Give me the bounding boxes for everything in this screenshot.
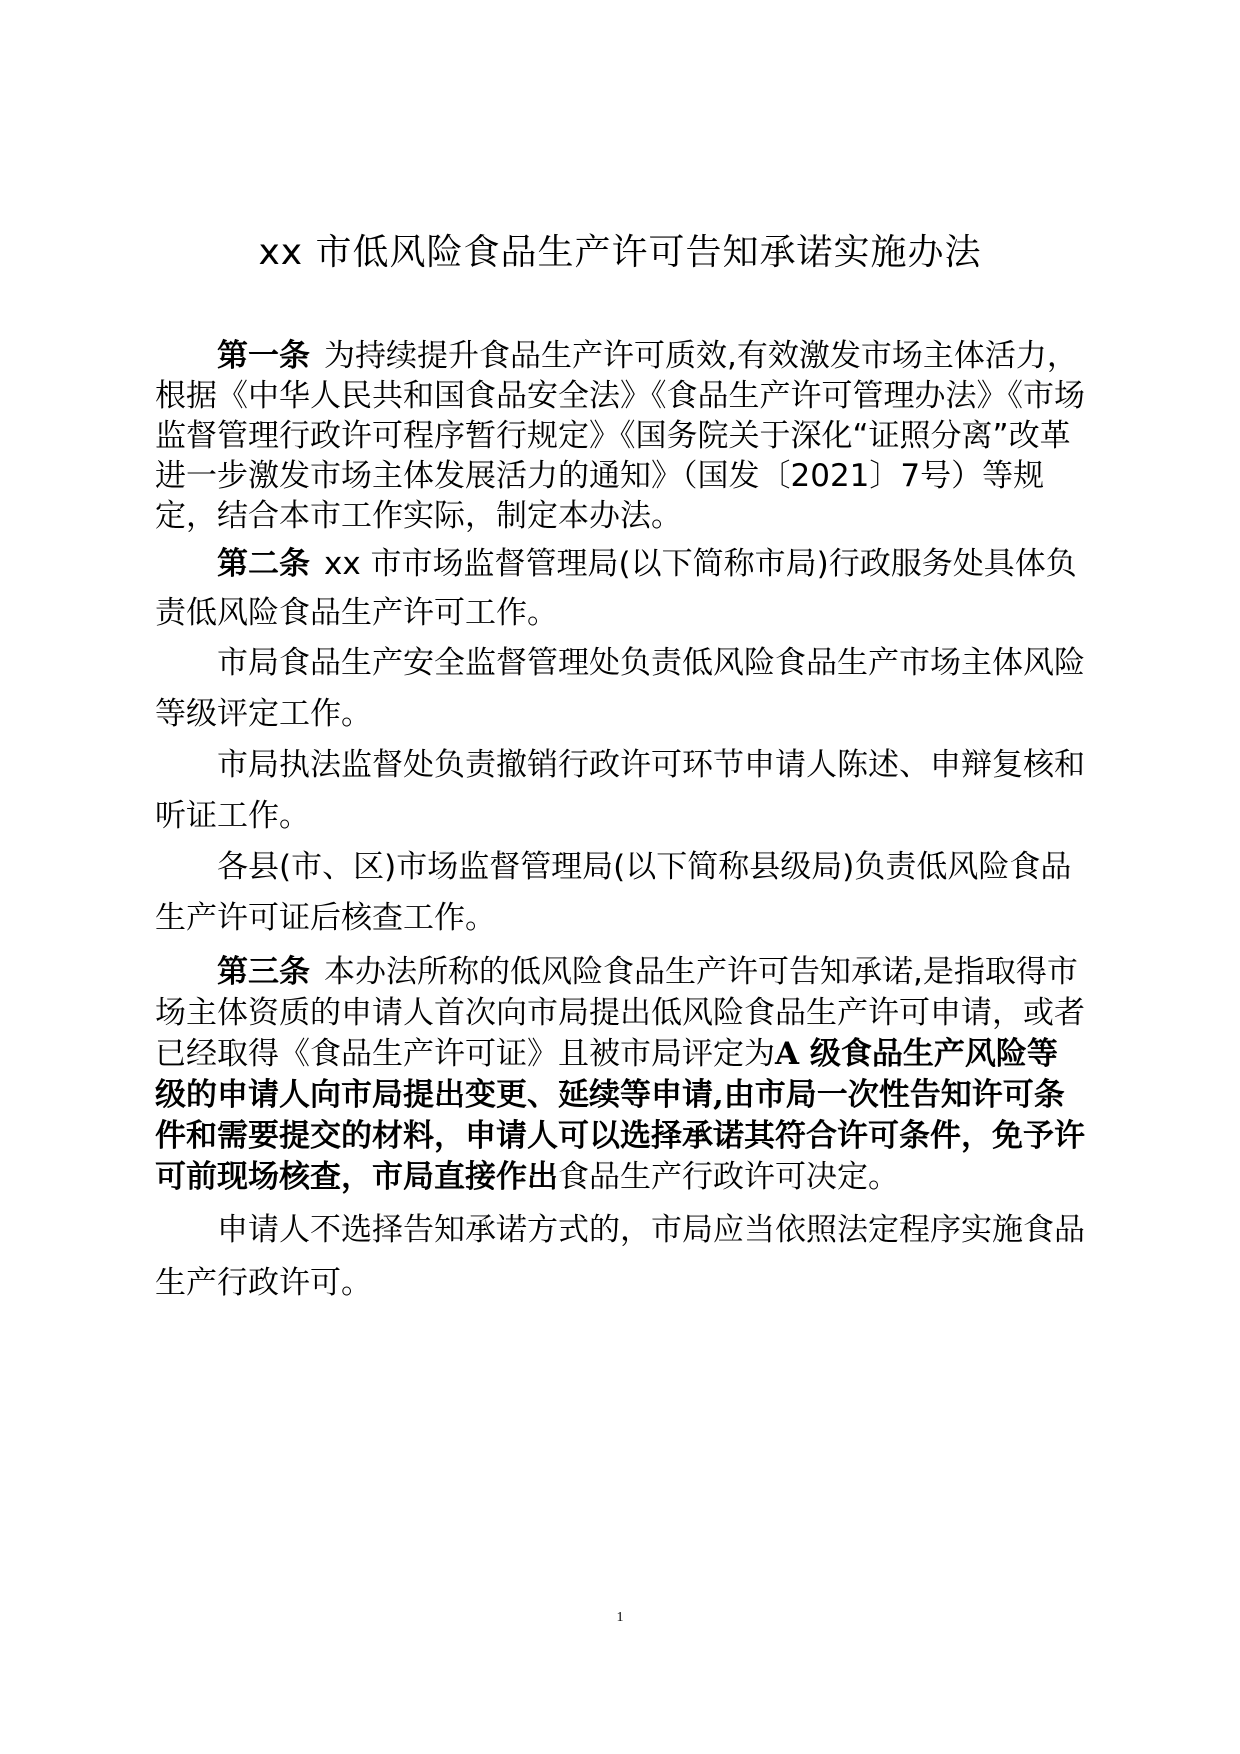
article-3-paragraph-2: 申请人不选择告知承诺方式的，市局应当依照法定程序实施食品生产行政许可。 bbox=[155, 1212, 1085, 1301]
article-2-paragraph-2: 市局食品生产安全监督管理处负责低风险食品生产市场主体风险等级评定工作。 bbox=[155, 645, 1085, 732]
document-body bbox=[155, 336, 1085, 1310]
article-2-text: xx 市市场监督管理局(以下简称市局)行政服务处具体负责低风险食品生产许可工作。 bbox=[155, 546, 1077, 631]
article-1-lead: 第一条 bbox=[217, 338, 310, 374]
article-2-paragraph-3: 市局执法监督处负责撤销行政许可环节申请人陈述、申辩复核和听证工作。 bbox=[155, 747, 1085, 834]
article-3-text: 本办法所称的低风险食品生产许可告知承诺,是指取得市场主体资质的申请人首次向市局提出低风险食品生产许可申请，或者已经取得《食品生产许可证》且被市局评定为 bbox=[155, 954, 1085, 1072]
article-3-bold-text: A 级食品生产风险等级的申请人向市局提出变更、延续等申请,由市局一次性告知许可条件和需要提交的材料，申请人可以选择承诺其符合许可条件，免予许可前现场核查，市局直接作出 bbox=[155, 1036, 1085, 1195]
article-2 bbox=[155, 540, 1085, 638]
article-2-lead: 第二条 bbox=[217, 546, 310, 582]
document-title: xx 市低风险食品生产许可告知承诺实施办法 bbox=[258, 232, 982, 273]
article-3-lead: 第三条 bbox=[217, 954, 310, 990]
article-1 bbox=[155, 336, 1085, 536]
page-number: 1 bbox=[616, 1610, 624, 1625]
article-3-text-end: 食品生产行政许可决定。 bbox=[558, 1159, 899, 1195]
article-3 bbox=[155, 952, 1085, 1198]
article-2-paragraph-4: 各县(市、区)市场监督管理局(以下简称县级局)负责低风险食品生产许可证后核查工作。 bbox=[155, 849, 1072, 936]
article-1-text: 为持续提升食品生产许可质效,有效激发市场主体活力，根据《中华人民共和国食品安全法》《食品生产许可管理办法》《市场监督管理行政许可程序暂行规定》《国务院关于深化“证照分离”改革进一步激发市场主体发展活力的通知》（国发〔2021〕7号）等规定，结合本市工作实际，制定本办法。 bbox=[155, 338, 1085, 534]
